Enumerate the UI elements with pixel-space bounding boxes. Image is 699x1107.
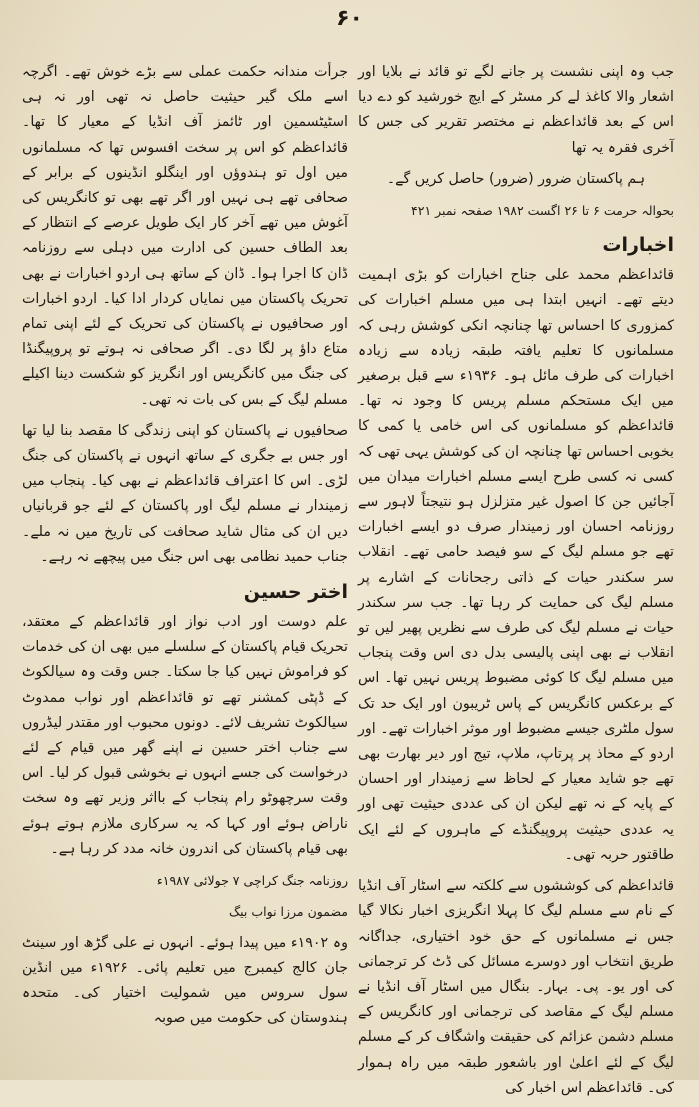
section-heading-akhbarat: اخبارات	[602, 234, 674, 257]
section-heading-akhtar-hussain: اختر حسین	[243, 581, 348, 604]
body-paragraph: قائداعظم کی کوششوں سے کلکتہ سے اسٹار آف انڈیا کے نام سے مسلم لیگ کا پہلا انگریزی اخبار نکالا گیا جس نے مسلمانوں کے حق خود اختیاری، جداگانہ طریق انتخاب اور دوسرے مسائل کی ڈٹ کر ترجمانی کی اور یو۔ پی۔ بہار۔ بنگال میں اسٹار آف انڈیا نے مسلم لیگ کے مقاصد کی ترجمانی اور کانگریس کے مسلم دشمن عزائم کی حقیقت واشگاف کر کے مسلم لیگ کے لئے اعلیٰ اور باشعور طبقہ میں راہ ہموار کی۔ قائداعظم اس اخبار کی	[358, 878, 674, 1096]
reference-author: مضمون مرزا نواب بیگ	[228, 904, 348, 920]
body-paragraph: علم دوست اور ادب نواز اور قائداعظم کے معتقد، تحریک قیام پاکستان کے سلسلے میں بھی ان کی خدمات کو فراموش نہیں کیا جا سکتا۔ جس وقت وہ سیالکوٹ کے ڈپٹی کمشنر تھے تو قائداعظم اور نواب ممدوٹ سیالکوٹ تشریف لائے۔ دونوں محبوب اور مقتدر لیڈروں سے جناب اختر حسین نے اپنے گھر میں قیام کے لئے درخواست کی جسے انہوں نے بخوشی قبول کر لیا۔ اس وقت سرچھوٹو رام پنجاب کے بااثر وزیر تھے وہ سخت ناراض ہوئے اور کہا کہ یہ سرکاری ملازم ہوتے ہوئے بھی قیام پاکستان کی اندرون خانہ مدد کر رہا ہے۔	[22, 614, 348, 857]
body-paragraph: وہ ۱۹۰۲ء میں پیدا ہوئے۔ انہوں نے علی گڑھ اور سینٹ جان کالج کیمبرج میں تعلیم پائی۔ ۱۹۲۶ء میں انڈین سول سروس میں شمولیت اختیار کی۔ متحدہ ہندوستان کی حکومت میں صوبہ	[22, 934, 348, 1027]
body-paragraph: جرأت مندانہ حکمت عملی سے بڑے خوش تھے۔ اگرچہ اسے ملک گیر حیثیت حاصل نہ تھی اور نہ ہی اسٹیٹسمین اور ٹائمز آف انڈیا کے معیار کا تھا۔ قائداعظم کو اس پر سخت افسوس تھا کہ مسلمانوں میں اول تو ہندوؤں اور اینگلو انڈینوں کے برابر کے صحافی تھے ہی نہیں اور اگر تھے بھی تو کانگریس کی آغوش میں تھے آخر کار ایک طویل عرصے کے انتظار کے بعد الطاف حسین کی ادارت میں دہلی سے روزنامہ ڈان کا اجرا ہوا۔ ڈان کے ساتھ ہی اردو اخبارات نے بھی تحریک پاکستان میں نمایاں کردار ادا کیا۔ اردو اخبارات اور صحافیوں نے پاکستان کی تحریک کے لئے اپنی تمام متاع داؤ پر لگا دی۔ اگر صحافی نہ ہوتے تو پروپیگنڈا کی جنگ میں کانگریس اور انگریز کو شکست دینا اکیلے مسلم لیگ کے بس کی بات نہ تھی۔	[22, 64, 348, 408]
reference-citation: روزنامہ جنگ کراچی ۷ جولائی ۱۹۸۷ء	[156, 873, 348, 889]
right-column	[358, 60, 674, 1107]
body-paragraph: صحافیوں نے پاکستان کو اپنی زندگی کا مقصد بنا لیا تھا اور جس بے جگری کے ساتھ انہوں نے پاکستان کی جنگ لڑی۔ اس کا اعتراف قائداعظم نے بھی کیا۔ پنجاب میں زمیندار نے مسلم لیگ اور پاکستان کے لئے جو قربانیاں دیں ان کی مثال شاید صحافت کی تاریخ میں نہ ملے۔ جناب حمید نظامی بھی اس جنگ میں پیچھے نہ رہے۔	[22, 422, 348, 565]
page-number: ۶۰	[336, 6, 363, 31]
left-column	[22, 60, 348, 1037]
intro-paragraph: جب وہ اپنی نشست پر جانے لگے تو قائد نے بلایا اور اشعار والا کاغذ لے کر مسٹر کے ایچ خورشید کو دے دیا اس کے بعد قائداعظم نے مختصر تقریر کی جس کا آخری فقرہ یہ تھا	[358, 64, 674, 156]
body-paragraph: قائداعظم محمد علی جناح اخبارات کو بڑی اہمیت دیتے تھے۔ انہیں ابتدا ہی میں مسلم اخبارات کی کمزوری کا احساس تھا چنانچہ انکی کوشش رہی کہ مسلمانوں کا تعلیم یافتہ طبقہ زیادہ سے زیادہ اخبارات کی طرف مائل ہو۔ ۱۹۳۶ء سے قبل برصغیر میں ایک مستحکم مسلم پریس کا وجود نہ تھا۔ قائداعظم کو مسلمانوں کی اس خامی یا کمی کا بخوبی احساس تھا چنانچہ ان کی کوشش یہی تھی کہ کسی نہ کسی طرح ایسے مسلم اخبارات میدان میں آجائیں جن کا اصول غیر متزلزل ہو نتیجتاً لاہور سے روزنامہ احسان اور زمیندار صرف دو ایسے اخبارات تھے جو مسلم لیگ کے سو فیصد حامی تھے۔ انقلاب سر سکندر حیات کے ذاتی رجحانات کے اشارے پر مسلم لیگ کی حمایت کر رہا تھا۔ جب سر سکندر حیات نے مسلم لیگ کی طرف سے نظریں پھیر لیں تو انقلاب نے بھی اپنی پالیسی بدل دی اس وقت پنجاب میں مسلم لیگ کا کوئی مضبوط پریس نہیں تھا۔ اس کے برعکس کانگریس کے پاس ٹریبون اور ایک حد تک سول ملٹری جیسے مضبوط اور موثر اخبارات تھے۔ اور اردو کے محاذ پر پرتاپ، ملاپ، تیج اور دیر بھارت بھی تھے جو شاید معیار کے لحاظ سے زمیندار اور احسان کے پایہ کے نہ تھے لیکن ان کی عددی حیثیت تھی اور یہ عددی حیثیت پروپیگنڈے کے ماہروں کے لئے ایک طاقتور حربہ تھی۔	[358, 267, 674, 863]
quote: ہم پاکستان ضرور (ضرور) حاصل کریں گے۔	[386, 170, 646, 187]
reference-citation: بحوالہ حرمت ۶ تا ۲۶ اگست ۱۹۸۲ صفحہ نمبر ۴۲۱	[411, 203, 674, 219]
